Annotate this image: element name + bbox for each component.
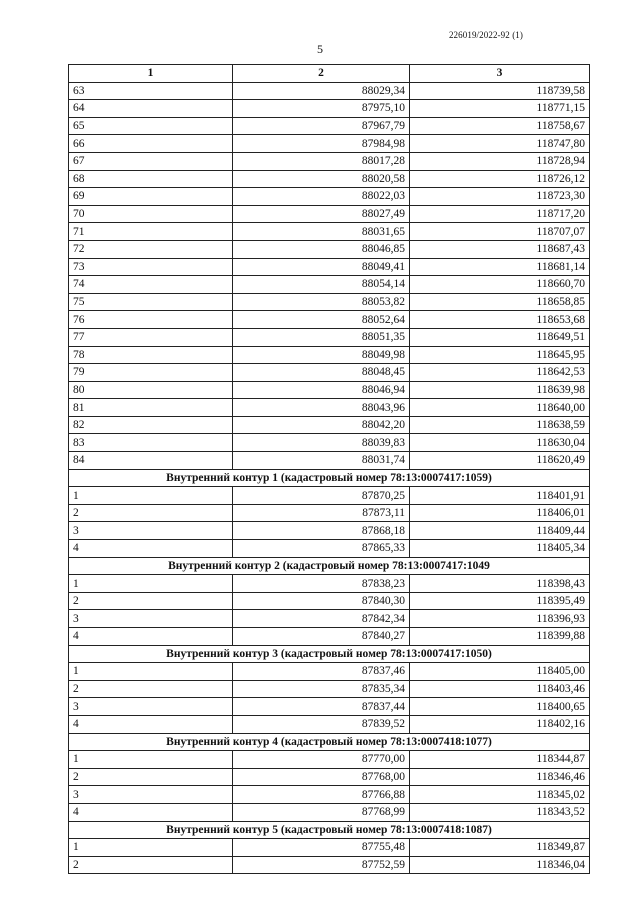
y-coordinate-cell: 118638,59 [410, 416, 590, 434]
y-coordinate-cell: 118639,98 [410, 381, 590, 399]
section-title: Внутренний контур 3 (кадастровый номер 78:13:0007417:1050) [69, 645, 590, 663]
x-coordinate-cell: 87835,34 [233, 680, 410, 698]
y-coordinate-cell: 118398,43 [410, 575, 590, 593]
point-number-cell: 75 [69, 293, 233, 311]
x-coordinate-cell: 88031,65 [233, 223, 410, 241]
point-number-cell: 74 [69, 276, 233, 294]
table-row [69, 258, 590, 276]
section-header-row [69, 645, 590, 663]
x-coordinate-cell: 88020,58 [233, 170, 410, 188]
table-row [69, 839, 590, 857]
point-number-cell: 4 [69, 540, 233, 558]
point-number-cell: 63 [69, 82, 233, 100]
x-coordinate-cell: 87967,79 [233, 117, 410, 135]
point-number-cell: 71 [69, 223, 233, 241]
x-coordinate-cell: 88031,74 [233, 452, 410, 470]
x-coordinate-cell: 87766,88 [233, 786, 410, 804]
table-row [69, 504, 590, 522]
point-number-cell: 77 [69, 328, 233, 346]
point-number-cell: 64 [69, 100, 233, 118]
column-header-3: 3 [410, 65, 590, 83]
y-coordinate-cell: 118630,04 [410, 434, 590, 452]
x-coordinate-cell: 87868,18 [233, 522, 410, 540]
coordinates-table [68, 64, 590, 874]
table-row [69, 610, 590, 628]
point-number-cell: 2 [69, 592, 233, 610]
x-coordinate-cell: 88046,94 [233, 381, 410, 399]
table-row [69, 715, 590, 733]
x-coordinate-cell: 87873,11 [233, 504, 410, 522]
point-number-cell: 80 [69, 381, 233, 399]
point-number-cell: 65 [69, 117, 233, 135]
table-row [69, 135, 590, 153]
x-coordinate-cell: 88053,82 [233, 293, 410, 311]
table-row [69, 680, 590, 698]
y-coordinate-cell: 118409,44 [410, 522, 590, 540]
x-coordinate-cell: 87838,23 [233, 575, 410, 593]
y-coordinate-cell: 118726,12 [410, 170, 590, 188]
point-number-cell: 67 [69, 152, 233, 170]
table-row [69, 293, 590, 311]
x-coordinate-cell: 87870,25 [233, 487, 410, 505]
x-coordinate-cell: 88049,41 [233, 258, 410, 276]
y-coordinate-cell: 118747,80 [410, 135, 590, 153]
x-coordinate-cell: 88048,45 [233, 364, 410, 382]
y-coordinate-cell: 118396,93 [410, 610, 590, 628]
point-number-cell: 3 [69, 610, 233, 628]
y-coordinate-cell: 118739,58 [410, 82, 590, 100]
y-coordinate-cell: 118758,67 [410, 117, 590, 135]
y-coordinate-cell: 118345,02 [410, 786, 590, 804]
x-coordinate-cell: 88054,14 [233, 276, 410, 294]
point-number-cell: 76 [69, 311, 233, 329]
y-coordinate-cell: 118343,52 [410, 803, 590, 821]
table-row [69, 346, 590, 364]
table-row [69, 628, 590, 646]
x-coordinate-cell: 87984,98 [233, 135, 410, 153]
point-number-cell: 68 [69, 170, 233, 188]
y-coordinate-cell: 118620,49 [410, 452, 590, 470]
x-coordinate-cell: 88052,64 [233, 311, 410, 329]
point-number-cell: 3 [69, 522, 233, 540]
table-row [69, 592, 590, 610]
point-number-cell: 1 [69, 575, 233, 593]
table-row [69, 152, 590, 170]
y-coordinate-cell: 118405,34 [410, 540, 590, 558]
table-row [69, 82, 590, 100]
point-number-cell: 4 [69, 628, 233, 646]
table-row [69, 100, 590, 118]
y-coordinate-cell: 118403,46 [410, 680, 590, 698]
y-coordinate-cell: 118402,16 [410, 715, 590, 733]
y-coordinate-cell: 118687,43 [410, 240, 590, 258]
x-coordinate-cell: 88039,83 [233, 434, 410, 452]
table-row [69, 364, 590, 382]
y-coordinate-cell: 118346,04 [410, 856, 590, 874]
y-coordinate-cell: 118400,65 [410, 698, 590, 716]
point-number-cell: 2 [69, 504, 233, 522]
point-number-cell: 78 [69, 346, 233, 364]
x-coordinate-cell: 88042,20 [233, 416, 410, 434]
point-number-cell: 4 [69, 715, 233, 733]
x-coordinate-cell: 88051,35 [233, 328, 410, 346]
y-coordinate-cell: 118645,95 [410, 346, 590, 364]
x-coordinate-cell: 87840,27 [233, 628, 410, 646]
x-coordinate-cell: 88029,34 [233, 82, 410, 100]
x-coordinate-cell: 87975,10 [233, 100, 410, 118]
table-row [69, 328, 590, 346]
section-title: Внутренний контур 5 (кадастровый номер 78:13:0007418:1087) [69, 821, 590, 839]
point-number-cell: 84 [69, 452, 233, 470]
point-number-cell: 2 [69, 768, 233, 786]
table-row [69, 240, 590, 258]
point-number-cell: 4 [69, 803, 233, 821]
point-number-cell: 82 [69, 416, 233, 434]
y-coordinate-cell: 118717,20 [410, 205, 590, 223]
x-coordinate-cell: 87768,99 [233, 803, 410, 821]
table-row [69, 276, 590, 294]
y-coordinate-cell: 118399,88 [410, 628, 590, 646]
point-number-cell: 3 [69, 786, 233, 804]
x-coordinate-cell: 88049,98 [233, 346, 410, 364]
y-coordinate-cell: 118649,51 [410, 328, 590, 346]
table-row [69, 768, 590, 786]
table-row [69, 434, 590, 452]
x-coordinate-cell: 87842,34 [233, 610, 410, 628]
x-coordinate-cell: 87839,52 [233, 715, 410, 733]
y-coordinate-cell: 118723,30 [410, 188, 590, 206]
table-header-row [69, 65, 590, 83]
table-row [69, 311, 590, 329]
x-coordinate-cell: 88027,49 [233, 205, 410, 223]
table-row [69, 452, 590, 470]
table-row [69, 416, 590, 434]
table-row [69, 117, 590, 135]
point-number-cell: 1 [69, 663, 233, 681]
column-header-2: 2 [233, 65, 410, 83]
y-coordinate-cell: 118771,15 [410, 100, 590, 118]
table-row [69, 803, 590, 821]
y-coordinate-cell: 118660,70 [410, 276, 590, 294]
table-row [69, 786, 590, 804]
point-number-cell: 1 [69, 839, 233, 857]
point-number-cell: 83 [69, 434, 233, 452]
section-header-row [69, 821, 590, 839]
point-number-cell: 1 [69, 751, 233, 769]
section-title: Внутренний контур 2 (кадастровый номер 78:13:0007417:1049 [69, 557, 590, 575]
table-row [69, 698, 590, 716]
point-number-cell: 3 [69, 698, 233, 716]
table-row [69, 223, 590, 241]
document-id: 226019/2022-92 (1) [448, 30, 523, 40]
section-header-row [69, 557, 590, 575]
y-coordinate-cell: 118401,91 [410, 487, 590, 505]
table-row [69, 205, 590, 223]
column-header-1: 1 [69, 65, 233, 83]
section-header-row [69, 733, 590, 751]
point-number-cell: 69 [69, 188, 233, 206]
x-coordinate-cell: 87755,48 [233, 839, 410, 857]
table-body [69, 82, 590, 874]
table-row [69, 540, 590, 558]
point-number-cell: 81 [69, 399, 233, 417]
section-title: Внутренний контур 4 (кадастровый номер 78:13:0007418:1077) [69, 733, 590, 751]
table-row [69, 381, 590, 399]
x-coordinate-cell: 87768,00 [233, 768, 410, 786]
table-row [69, 663, 590, 681]
x-coordinate-cell: 88017,28 [233, 152, 410, 170]
y-coordinate-cell: 118658,85 [410, 293, 590, 311]
point-number-cell: 72 [69, 240, 233, 258]
point-number-cell: 2 [69, 680, 233, 698]
point-number-cell: 70 [69, 205, 233, 223]
x-coordinate-cell: 87840,30 [233, 592, 410, 610]
x-coordinate-cell: 88043,96 [233, 399, 410, 417]
x-coordinate-cell: 87865,33 [233, 540, 410, 558]
page-number: 5 [317, 42, 323, 56]
y-coordinate-cell: 118349,87 [410, 839, 590, 857]
section-title: Внутренний контур 1 (кадастровый номер 78:13:0007417:1059) [69, 469, 590, 487]
table-row [69, 522, 590, 540]
x-coordinate-cell: 88046,85 [233, 240, 410, 258]
table-row [69, 856, 590, 874]
table-row [69, 170, 590, 188]
table-row [69, 188, 590, 206]
point-number-cell: 73 [69, 258, 233, 276]
point-number-cell: 2 [69, 856, 233, 874]
section-header-row [69, 469, 590, 487]
table-row [69, 399, 590, 417]
x-coordinate-cell: 87837,46 [233, 663, 410, 681]
y-coordinate-cell: 118395,49 [410, 592, 590, 610]
table-row [69, 575, 590, 593]
y-coordinate-cell: 118344,87 [410, 751, 590, 769]
y-coordinate-cell: 118405,00 [410, 663, 590, 681]
y-coordinate-cell: 118406,01 [410, 504, 590, 522]
table-row [69, 487, 590, 505]
y-coordinate-cell: 118642,53 [410, 364, 590, 382]
y-coordinate-cell: 118640,00 [410, 399, 590, 417]
y-coordinate-cell: 118728,94 [410, 152, 590, 170]
point-number-cell: 66 [69, 135, 233, 153]
x-coordinate-cell: 87837,44 [233, 698, 410, 716]
y-coordinate-cell: 118681,14 [410, 258, 590, 276]
x-coordinate-cell: 87770,00 [233, 751, 410, 769]
y-coordinate-cell: 118653,68 [410, 311, 590, 329]
y-coordinate-cell: 118707,07 [410, 223, 590, 241]
point-number-cell: 79 [69, 364, 233, 382]
x-coordinate-cell: 87752,59 [233, 856, 410, 874]
x-coordinate-cell: 88022,03 [233, 188, 410, 206]
point-number-cell: 1 [69, 487, 233, 505]
y-coordinate-cell: 118346,46 [410, 768, 590, 786]
table-row [69, 751, 590, 769]
